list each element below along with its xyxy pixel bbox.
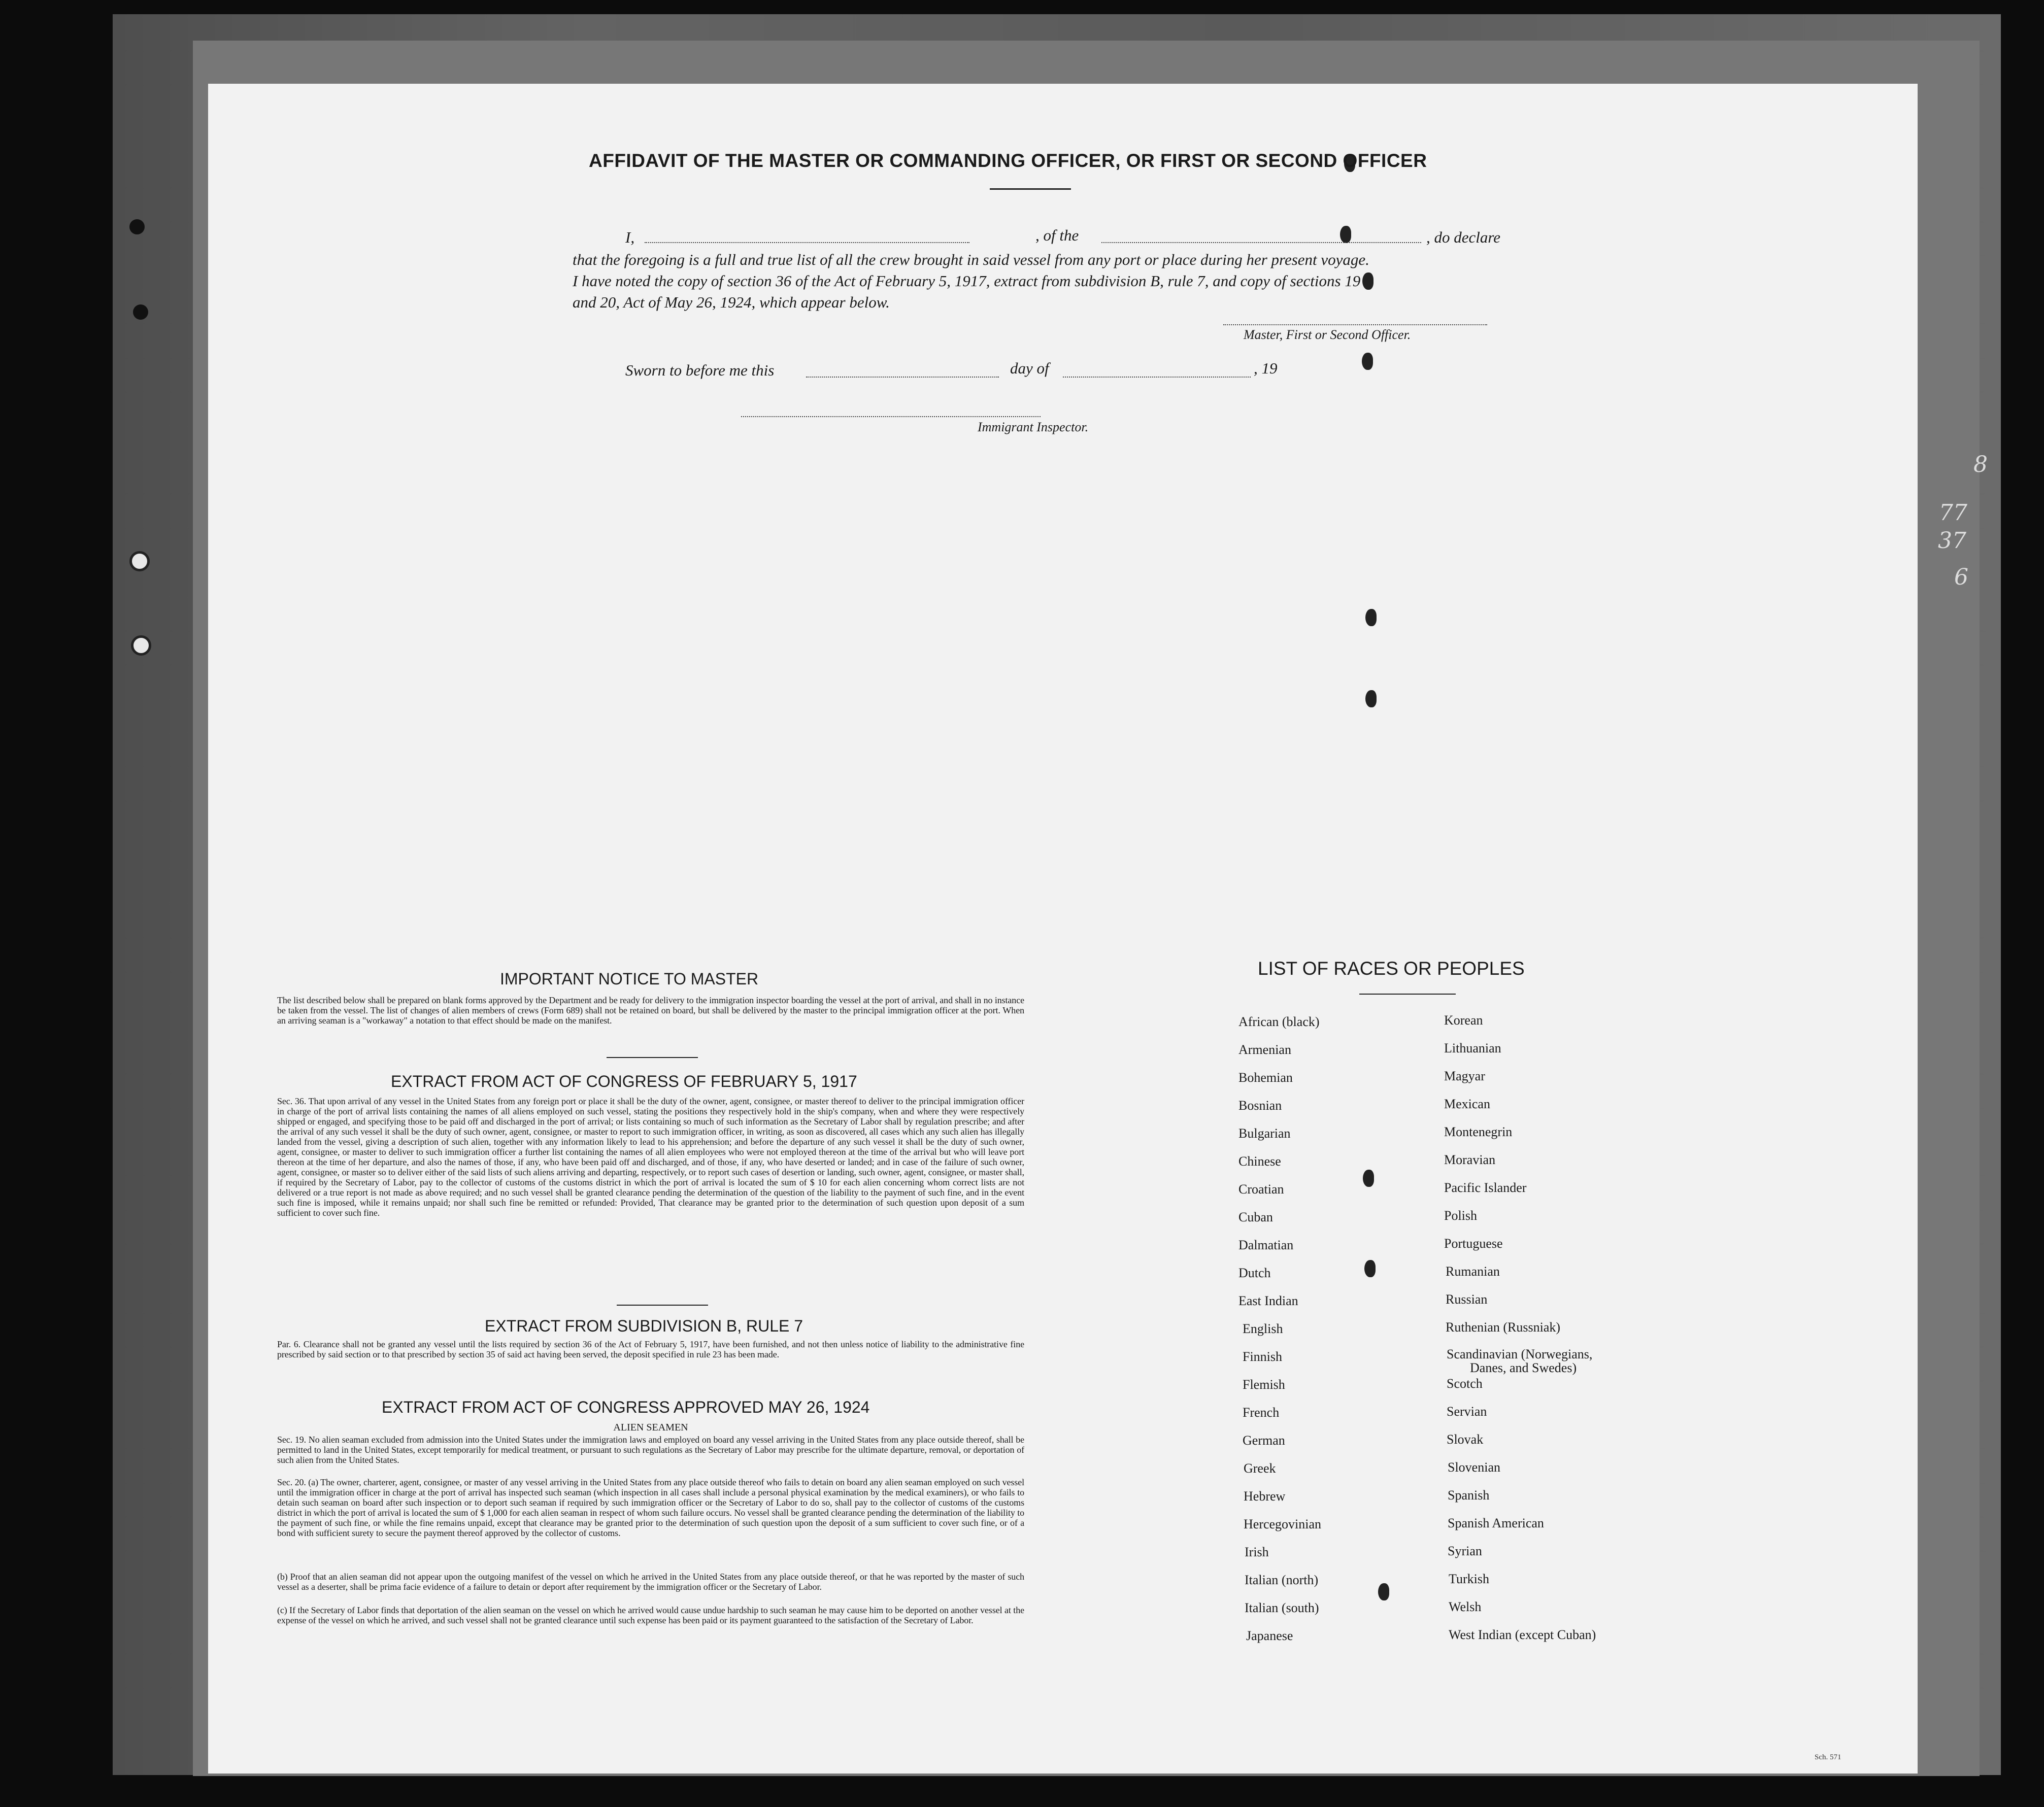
race-item: Lithuanian — [1444, 1041, 1501, 1055]
extract-1924-sec20a: Sec. 20. (a) The owner, charterer, agent, consignee, or master of any vessel arriving in the United States from any place outside thereof who fails to detain on board any alien seaman employed on such vessel until the immigration officer in charge at the port of arrival has inspected such seaman (which inspection in all cases shall include a personal physical examination by the medical examiners), or who fails to detain such seaman on board after such inspection or to deport such seaman if required by such immigration officer or the Secretary of Labor to do so, shall pay to the collector of customs of the customs district in which the port of arrival is located the sum of $ 1,000 for each alien seaman in respect of whom such failure occurs. No vessel shall be granted clearance pending the determination of the liability to the payment of such fine, or while the fine remains unpaid, except that clearance may be granted prior to the determination of such question upon the deposit of a sum sufficient to cover such fine, or of a bond with sufficient surety to secure the payment thereof approved by the collector of customs. — [277, 1477, 1024, 1538]
races-title-rule — [1359, 994, 1456, 995]
extract-1924-title: EXTRACT FROM ACT OF CONGRESS APPROVED MAY 26, 1924 — [382, 1398, 870, 1416]
margin-note: 6 — [1954, 564, 1968, 590]
extract-1924-sec19: Sec. 19. No alien seaman excluded from admission into the United States under the immigration laws and employed on board any vessel arriving in the United States from any place outside thereof, shall be permitted to land in the United States, except temporarily for medical treatment, or pursuant to such regulations as the Secretary of Labor may prescribe for the ultimate departure, removal, or deportation of such alien from the United States. — [277, 1435, 1024, 1465]
race-item: Scandinavian (Norwegians, — [1447, 1347, 1593, 1361]
extract-1924-subtitle: ALIEN SEAMEN — [613, 1422, 688, 1433]
race-item: Montenegrin — [1444, 1124, 1513, 1139]
race-item: Japanese — [1246, 1628, 1293, 1643]
affidavit-i: I, — [625, 228, 635, 246]
race-item: Danes, and Swedes) — [1470, 1360, 1577, 1375]
race-item: Spanish — [1448, 1488, 1490, 1503]
extract-rule7-body: Par. 6. Clearance shall not be granted any vessel until the lists required by section 36 of the Act of February 5, 1917, have been furnished, and not then unless notice of liability to the administrative fine prescribed by said section or to that prescribed by section 35 of said act having been served, the deposit specified in rule 23 has been made. — [277, 1339, 1024, 1359]
binder-hole — [129, 219, 145, 234]
margin-note: 37 — [1938, 528, 1966, 554]
vessel-blank[interactable] — [1101, 242, 1421, 243]
race-item: Chinese — [1238, 1154, 1281, 1169]
notice-title: IMPORTANT NOTICE TO MASTER — [500, 970, 759, 988]
race-item: French — [1243, 1405, 1280, 1420]
race-item: Hercegovinian — [1244, 1517, 1322, 1531]
race-item: Moravian — [1444, 1152, 1496, 1167]
extract-rule7-title: EXTRACT FROM SUBDIVISION B, RULE 7 — [485, 1317, 803, 1335]
divider — [617, 1305, 708, 1306]
race-item: Bosnian — [1238, 1098, 1282, 1113]
divider — [607, 1057, 698, 1058]
race-item: Armenian — [1238, 1042, 1291, 1057]
margin-note: 77 — [1939, 500, 1967, 526]
sworn-month-blank[interactable] — [1063, 377, 1251, 378]
race-item: Bohemian — [1238, 1070, 1293, 1085]
race-item: West Indian (except Cuban) — [1449, 1627, 1596, 1642]
affidavit-line4: and 20, Act of May 26, 1924, which appear below. — [573, 293, 890, 311]
race-item: Korean — [1444, 1013, 1483, 1028]
affidavit-declare: , do declare — [1426, 228, 1501, 246]
races-title: LIST OF RACES OR PEOPLES — [1258, 958, 1525, 979]
race-item: Finnish — [1243, 1349, 1283, 1364]
race-item: Welsh — [1449, 1599, 1482, 1614]
race-item: Syrian — [1448, 1544, 1482, 1558]
inspector-caption: Immigrant Inspector. — [978, 420, 1089, 434]
sworn-text: Sworn to before me this — [625, 361, 775, 379]
race-item: Cuban — [1238, 1210, 1273, 1224]
punch-hole — [1362, 272, 1373, 290]
notice-body: The list described below shall be prepared on blank forms approved by the Department and be ready for delivery to the immigration inspector boarding the vessel at the port of arrival, and shall in no instance be taken from the vessel. The list of changes of alien members of crews (Form 689) shall not be retained on board, but shall be delivered by the master to the principal immigration officer at the port. When an arriving seaman is a "workaway" a notation to that effect should be made on the manifest. — [277, 995, 1024, 1026]
race-item: African (black) — [1238, 1014, 1320, 1029]
affidavit-of-the: , of the — [1035, 226, 1079, 244]
race-item: Hebrew — [1244, 1489, 1286, 1504]
race-item: German — [1243, 1433, 1285, 1448]
binder-hole — [129, 551, 150, 571]
race-item: Dutch — [1238, 1266, 1271, 1280]
race-item: Portuguese — [1444, 1236, 1503, 1251]
extract-1917-body: Sec. 36. That upon arrival of any vessel in the United States from any foreign port or place it shall be the duty of the owner, agent, consignee, or master thereof to deliver to the principal immigration officer in charge of the port of arrival lists containing the names of all aliens employed on such vessel, stating the positions they respectively hold in the ship's company, when and where they were respectively shipped or engaged, and specifying those to be paid off and discharged in the port of arrival; or lists containing so much of such information as the Secretary of Labor shall by regulation prescribe; and after the arrival of any such vessel it shall be the duty of such owner, agent, consignee, or master to report to such immigration officer, in writing, as soon as discovered, all cases which any such alien has illegally landed from the vessel, giving a description of such alien, together with any information likely to lead to his apprehension; and before the departure of any such vessel it shall be the duty of such owner, agent, consignee, or master to deliver to such immigration officer a further list containing the names of all alien employees who were not employed thereon at the time of the arrival but who will leave port thereon at the time of her departure, and also the names of those, if any, who have been paid off and discharged, and of those, if any, who have deserted or landed; and in case of the failure of such owner, agent, consignee, or master so to deliver either of the said lists of such aliens arriving and departing, respectively, or to report such cases of desertion or landing, such owner, agent, consignee, or master shall, if required by the Secretary of Labor, pay to the collector of customs of the customs district in which the port of arrival is located the sum of $ 10 for each alien concerning whom correct lists are not delivered or a true report is not made as above required; and no such vessel shall be granted clearance pending the determination of the question of the liability to the payment of such fine, and in the event such fine is imposed, while it remains unpaid; nor shall such fine be remitted or refunded: Provided, That clearance may be granted prior to the determination of such question upon deposit of a sum sufficient to cover such fine. — [277, 1096, 1024, 1218]
race-item: Pacific Islander — [1444, 1180, 1527, 1195]
title-rule — [990, 188, 1071, 190]
binder-hole — [133, 304, 148, 320]
extract-1924-sec20c: (c) If the Secretary of Labor finds that deportation of the alien seaman on the vessel on which he arrived would cause undue hardship to such seaman he may cause him to be deported on another vessel at the expense of the vessel on which he arrived, and such vessel shall not be granted clearance until such expense has been paid or its payment guaranteed to the satisfaction of the Secretary of Labor. — [277, 1605, 1024, 1625]
inspector-signature-line[interactable] — [741, 416, 1041, 417]
race-item: Mexican — [1444, 1097, 1490, 1111]
race-item: English — [1243, 1321, 1283, 1336]
form-number: Sch. 571 — [1815, 1753, 1841, 1761]
race-item: Russian — [1446, 1292, 1488, 1307]
race-item: Irish — [1245, 1545, 1269, 1559]
race-item: Italian (north) — [1245, 1573, 1319, 1587]
punch-hole — [1340, 226, 1351, 243]
master-caption: Master, First or Second Officer. — [1244, 327, 1411, 342]
affidavit-line3: I have noted the copy of section 36 of the Act of February 5, 1917, extract from subdivision B, rule 7, and copy of sections 19 — [573, 272, 1361, 290]
extract-1917-title: EXTRACT FROM ACT OF CONGRESS OF FEBRUARY 5, 1917 — [391, 1072, 857, 1090]
margin-note: 8 — [1973, 452, 1988, 478]
punch-hole — [1362, 353, 1373, 370]
race-item: Greek — [1244, 1461, 1276, 1476]
master-signature-line[interactable] — [1223, 324, 1487, 325]
punch-hole — [1378, 1583, 1389, 1600]
punch-hole — [1363, 1170, 1374, 1187]
affidavit-line2: that the foregoing is a full and true list of all the crew brought in said vessel from any port or place during her present voyage. — [573, 251, 1369, 268]
sworn-day-blank[interactable] — [806, 377, 999, 378]
race-item: Bulgarian — [1238, 1126, 1291, 1141]
race-item: Italian (south) — [1245, 1600, 1319, 1615]
name-blank[interactable] — [645, 242, 969, 243]
race-item: Polish — [1444, 1208, 1478, 1223]
race-item: Croatian — [1238, 1182, 1284, 1197]
punch-hole — [1365, 690, 1377, 707]
race-item: East Indian — [1238, 1293, 1298, 1308]
race-item: Slovak — [1447, 1432, 1484, 1447]
race-item: Turkish — [1449, 1572, 1489, 1586]
punch-hole — [1365, 609, 1377, 626]
day-of-text: day of — [1010, 359, 1049, 377]
extract-1924-sec20b: (b) Proof that an alien seaman did not appear upon the outgoing manifest of the vessel on which he arrived in the United States from any place outside thereof, or that he was reported by the master of such vessel as a deserter, shall be prima facie evidence of a failure to detain or deport after requirement by the immigration officer or the Secretary of Labor. — [277, 1572, 1024, 1592]
race-item: Slovenian — [1448, 1460, 1500, 1475]
punch-hole — [1364, 1260, 1376, 1277]
race-item: Rumanian — [1446, 1264, 1500, 1279]
affidavit-title: AFFIDAVIT OF THE MASTER OR COMMANDING OFFICER, OR FIRST OR SECOND OFFICER — [589, 150, 1427, 171]
race-item: Spanish American — [1448, 1516, 1544, 1530]
race-item: Ruthenian (Russniak) — [1446, 1320, 1561, 1335]
year-text: , 19 — [1254, 359, 1278, 377]
race-item: Servian — [1447, 1404, 1487, 1419]
race-item: Dalmatian — [1238, 1238, 1294, 1252]
crew-list-page — [208, 84, 1918, 1774]
race-item: Flemish — [1243, 1377, 1285, 1392]
race-item: Scotch — [1447, 1376, 1483, 1391]
race-item: Magyar — [1444, 1069, 1485, 1083]
binder-hole — [131, 635, 151, 656]
